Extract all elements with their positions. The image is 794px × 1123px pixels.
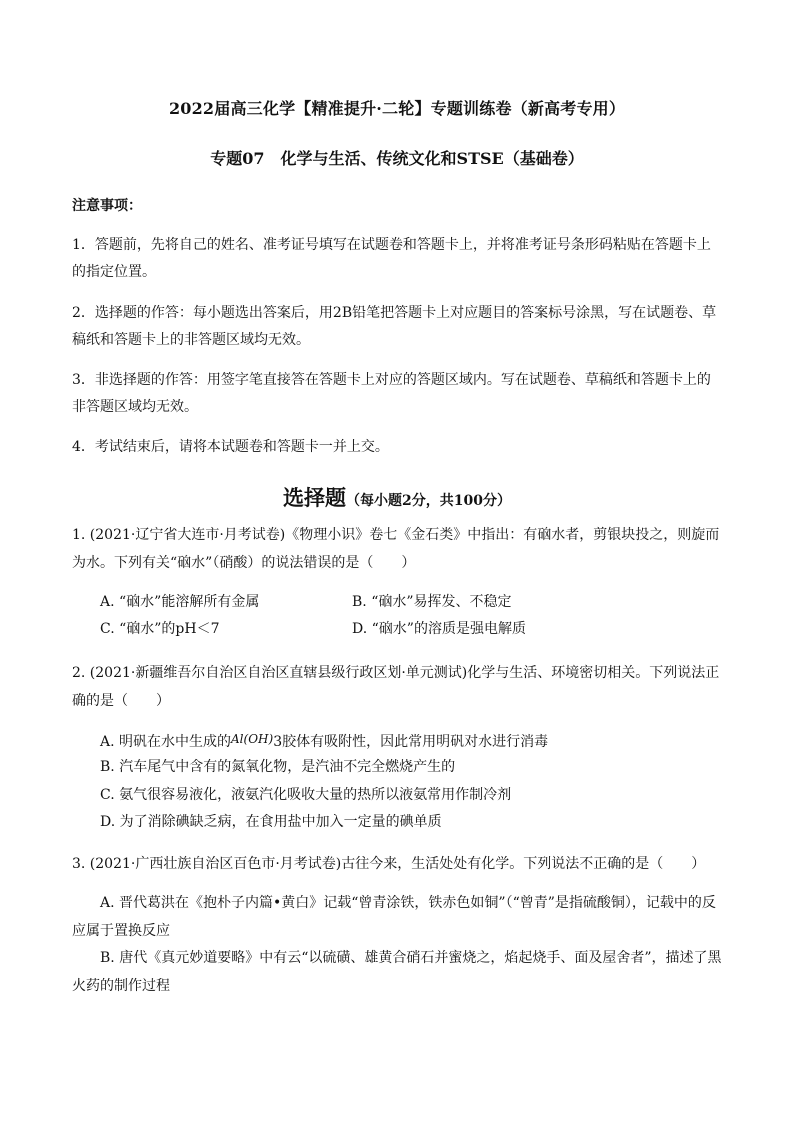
question-1-option-d: D. “硇水”的溶质是强电解质 xyxy=(352,621,526,637)
question-1-option-b: B. “硇水”易挥发、不稳定 xyxy=(352,594,512,610)
exam-title: 2022届高三化学【精准提升·二轮】专题训练卷（新高考专用） xyxy=(168,99,626,118)
question-2-option-a-post: 胶体有吸附性，因此常用明矾对水进行消毒 xyxy=(282,734,549,750)
question-1-stem: 1. (2021·辽宁省大连市·月考试卷)《物理小识》卷七《金石类》中指出：有硇水者，剪银块投之，则旋而为水。下列有关“硇水”（硝酸）的说法错误的是（ ） xyxy=(72,527,720,571)
question-2-option-a-pre: A. 明矾在水中生成的 xyxy=(100,734,232,750)
question-1-option-a: A. “硇水”能溶解所有金属 xyxy=(100,594,260,610)
notes-heading: 注意事项： xyxy=(72,198,142,214)
formula-subscript: 3 xyxy=(273,734,283,750)
section-heading xyxy=(0,482,794,512)
section-title: 选择题 xyxy=(283,485,347,510)
note-item-4: 4．考试结束后，请将本试题卷和答题卡一并上交。 xyxy=(72,439,389,455)
note-item-2: 2．选择题的作答：每小题选出答案后，用2B铅笔把答题卡上对应题目的答案标号涂黑，写在试题卷、草稿纸和答题卡上的非答题区域均无效。 xyxy=(72,305,717,348)
question-3-stem: 3. (2021·广西壮族自治区百色市·月考试卷)古往今来，生活处处有化学。下列说法不正确的是（ ） xyxy=(72,856,706,872)
question-1-option-c: C. “硇水”的pH＜7 xyxy=(100,621,220,637)
question-3-option-a: A. 晋代葛洪在《抱朴子内篇•黄白》记载“曾青涂铁，铁赤色如铜”（“曾青”是指硫酸铜），记载中的反应属于置换反应 xyxy=(72,895,716,939)
question-2-option-b: B. 汽车尾气中含有的氮氧化物，是汽油不完全燃烧产生的 xyxy=(100,759,456,775)
question-2-option-d: D. 为了消除碘缺乏病，在食用盐中加入一定量的碘单质 xyxy=(100,814,442,830)
question-2-option-c: C. 氨气很容易液化，液氨汽化吸收大量的热所以液氨常用作制冷剂 xyxy=(100,787,512,803)
topic-title: 专题07 化学与生活、传统文化和STSE（基础卷） xyxy=(210,149,584,168)
question-2-stem: 2. (2021·新疆维吾尔自治区自治区直辖县级行政区划·单元测试)化学与生活、环境密切相关。下列说法正确的是（ ） xyxy=(72,665,720,709)
section-score-note: （每小题2分，共100分） xyxy=(346,493,511,509)
question-2-option-a xyxy=(100,729,548,752)
question-3-option-b: B. 唐代《真元妙道要略》中有云“以硫磺、雄黄合硝石并蜜烧之，焰起烧手、面及屋舍者”，描述了黑火药的制作过程 xyxy=(72,950,722,994)
note-item-3: 3．非选择题的作答：用签字笔直接答在答题卡上对应的答题区域内。写在试题卷、草稿纸和答题卡上的非答题区域均无效。 xyxy=(72,372,711,415)
note-item-1: 1．答题前，先将自己的姓名、准考证号填写在试题卷和答题卡上，并将准考证号条形码粘贴在答题卡上的指定位置。 xyxy=(72,237,711,280)
aluminum-hydroxide-formula: Al(OH) xyxy=(231,732,274,746)
